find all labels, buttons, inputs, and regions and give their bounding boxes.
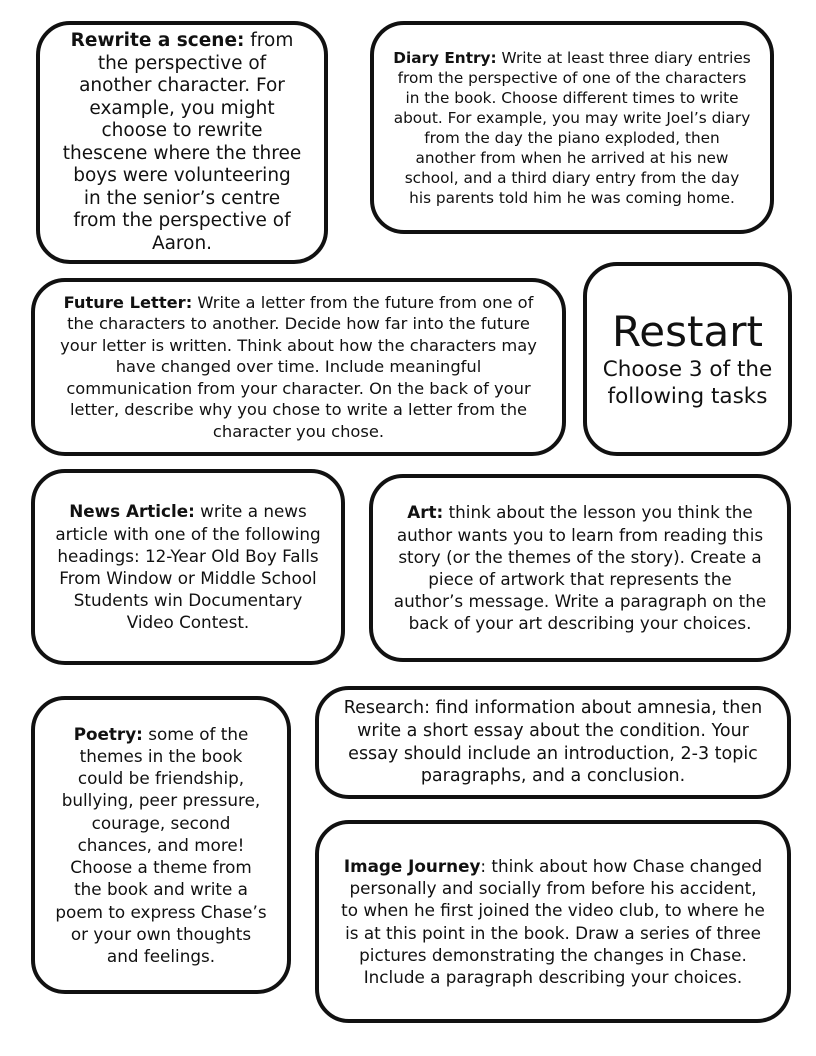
task-title: Art: bbox=[407, 502, 444, 523]
task-text bbox=[62, 30, 302, 255]
restart-title: Restart bbox=[612, 307, 763, 356]
task-title: Future Letter: bbox=[63, 293, 193, 313]
task-text: Research: find information about amnesia, then write a short essay about the condition. Your essay should include an introduction, 2-3 topic paragraphs, and a conclusion. bbox=[343, 698, 763, 787]
task-body: : think about how Chase changed personally and socially from before his accident, to when he first joined the video club, to where he is at this point in the book. Draw a series of three pictures demonstrating the changes in Chase. Include a paragraph describing your choices. bbox=[341, 855, 765, 987]
task-text bbox=[55, 500, 321, 633]
task-text bbox=[391, 501, 769, 634]
task-body: Write a letter from the future from one of the characters to another. Decide how far into the future your letter is written. Think about how the characters may have changed over time. Include meaningful communication from your character. On the back of your letter, describe why you chose to write a letter from the character you chose. bbox=[60, 293, 537, 441]
task-text bbox=[55, 292, 542, 442]
task-title: Diary Entry: bbox=[393, 48, 497, 67]
task-card-news-article bbox=[31, 469, 345, 665]
restart-card bbox=[583, 262, 792, 456]
task-title: Rewrite a scene: bbox=[70, 30, 245, 51]
task-body: think about the lesson you think the author wants you to learn from reading this story (or the themes of the story). Create a piece of artwork that represents the author’s message. Write a paragraph on the back of your art describing your choices. bbox=[393, 502, 767, 634]
task-title: Poetry: bbox=[73, 723, 143, 744]
task-card-future-letter bbox=[31, 278, 566, 456]
task-body: Write at least three diary entries from the perspective of one of the characters in the book. Choose different times to write about. For example, you may write Joel’s diary from the day the piano exploded, then another from when he arrived at his new school, and a third diary entry from the day his parents told him he was coming home. bbox=[393, 48, 751, 207]
task-card-diary-entry bbox=[370, 21, 774, 234]
task-card-research bbox=[315, 686, 791, 799]
task-body: write a news article with one of the following headings: 12-Year Old Boy Falls From Window or Middle School Students win Documentary Video Contest. bbox=[55, 501, 321, 633]
task-card-art bbox=[369, 474, 791, 662]
task-text bbox=[339, 855, 767, 988]
task-body: some of the themes in the book could be friendship, bullying, peer pressure, courage, second chances, and more! Choose a theme from the book and write a poem to express Chase’s or your own thoughts and feelings. bbox=[55, 723, 267, 966]
task-title: Image Journey bbox=[343, 855, 481, 876]
task-body: from the perspective of another character. For example, you might choose to rewrite thescene where the three boys were volunteering in the senior’s centre from the perspective of Aaron. bbox=[62, 30, 302, 254]
task-text bbox=[55, 723, 267, 967]
restart-subtitle: Choose 3 of the following tasks bbox=[602, 357, 773, 409]
task-card-poetry bbox=[31, 696, 291, 994]
task-title: News Article: bbox=[69, 501, 195, 522]
task-card-rewrite-scene bbox=[36, 21, 328, 264]
task-text bbox=[392, 48, 752, 208]
task-card-image-journey bbox=[315, 820, 791, 1023]
